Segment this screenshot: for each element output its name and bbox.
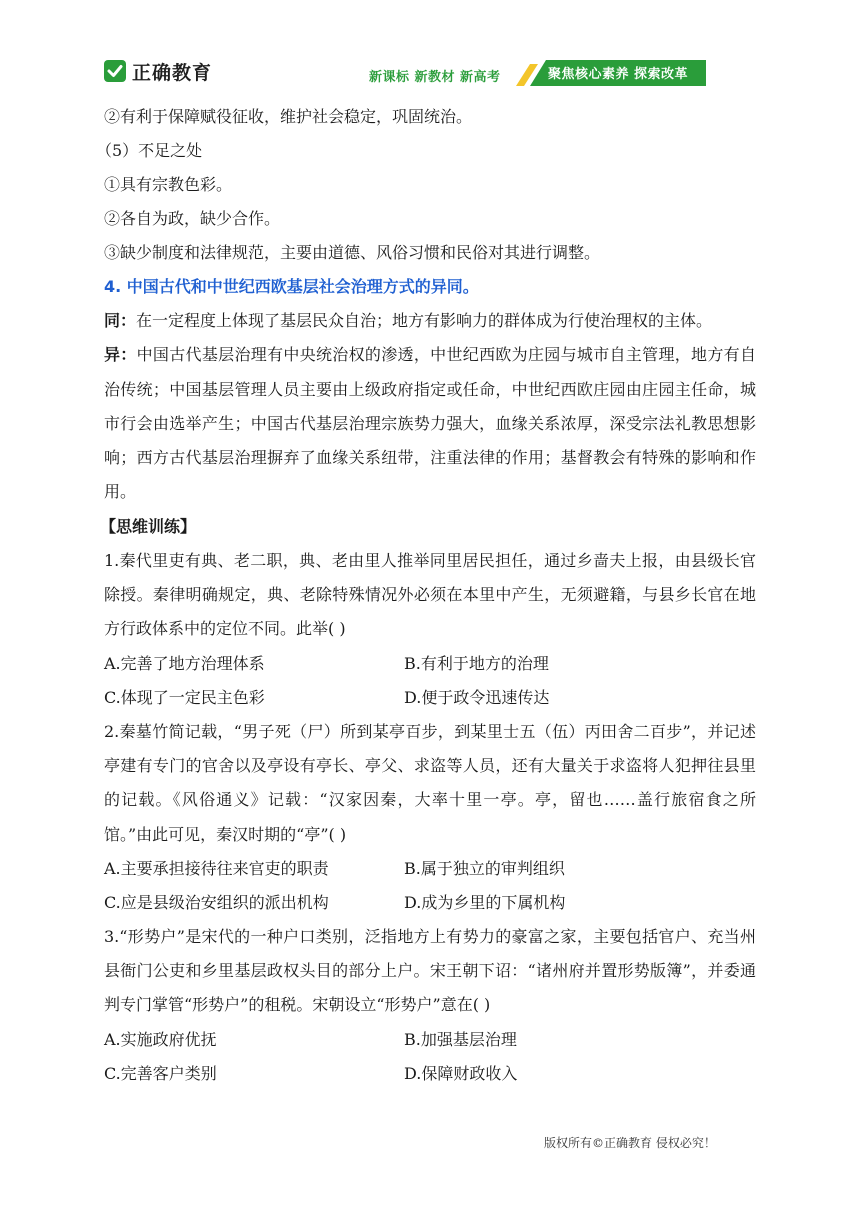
- section-subheading: （5）不足之处: [96, 141, 203, 160]
- options-row: [104, 852, 756, 886]
- slogan-left: 新课标 新教材 新高考: [369, 70, 501, 85]
- option-c: C.完善客户类别: [104, 1063, 217, 1083]
- question-1: [104, 544, 756, 715]
- difference-paragraph: [104, 338, 756, 509]
- question-2: [104, 715, 756, 920]
- copyright-footer: 版权所有©正确教育 侵权必究！: [544, 1136, 716, 1150]
- option-a: A.实施政府优抚: [104, 1029, 217, 1049]
- checkmark-icon: [104, 60, 126, 82]
- paragraph: ②各自为政，缺少合作。: [104, 209, 281, 228]
- question-stem: 3.“形势户”是宋代的一种户口类别，泛指地方上有势力的豪富之家，主要包括官户、充当州县衙门公吏和乡里基层政权头目的部分上户。宋王朝下诏：“诸州府并置形势版簿”，并委通判专门掌管“形势户”的租税。宋朝设立“形势户”意在( ): [104, 926, 756, 1015]
- training-title: 【思维训练】: [100, 516, 197, 536]
- option-d: D.保障财政收入: [404, 1063, 518, 1083]
- option-d: D.成为乡里的下属机构: [404, 892, 566, 912]
- similarity-text: 在一定程度上体现了基层民众自治；地方有影响力的群体成为行使治理权的主体。: [136, 311, 713, 330]
- options-row: [104, 886, 756, 920]
- option-a: A.完善了地方治理体系: [104, 653, 265, 673]
- option-c: C.体现了一定民主色彩: [104, 687, 265, 707]
- similarity-paragraph: [104, 304, 756, 338]
- option-c: C.应是县级治安组织的派出机构: [104, 892, 329, 912]
- slogan-right: 聚焦核心素养 探索改革: [548, 67, 689, 82]
- option-d: D.便于政令迅速传达: [404, 687, 550, 707]
- options-row: [104, 647, 756, 681]
- similarity-label: 同：: [104, 311, 137, 330]
- paragraph: ①具有宗教色彩。: [104, 175, 233, 194]
- logo-text: 正确教育: [132, 61, 213, 84]
- option-b: B.有利于地方的治理: [404, 653, 549, 673]
- page-header: [0, 0, 860, 95]
- question-3: [104, 920, 756, 1091]
- option-b: B.属于独立的审判组织: [404, 858, 565, 878]
- question-stem: 2.秦墓竹简记载，“男子死（尸）所到某亭百步，到某里士五（伍）丙田舍二百步”，并记述亭建有专门的官舍以及亭设有亭长、亭父、求盗等人员，还有大量关于求盗将人犯押往县里的记载。《风俗通义》记载：“汉家因秦，大率十里一亭。亭，留也……盖行旅宿食之所馆。”由此可见，秦汉时期的“亭”( ): [104, 721, 756, 844]
- option-b: B.加强基层治理: [404, 1029, 517, 1049]
- options-row: [104, 681, 756, 715]
- paragraph: ②有利于保障赋役征收，维护社会稳定，巩固统治。: [104, 107, 473, 126]
- difference-text: 中国古代基层治理有中央统治权的渗透，中世纪西欧为庄园与城市自主管理，地方有自治传统；中国基层管理人员主要由上级政府指定或任命，中世纪西欧庄园由庄园主任命，城市行会由选举产生；中国古代基层治理宗族势力强大，血缘关系浓厚，深受宗法礼教思想影响；西方古代基层治理摒弃了血缘关系纽带，注重法律的作用；基督教会有特殊的影响和作用。: [104, 345, 756, 502]
- document-body: [96, 100, 756, 1091]
- question-stem: 1.秦代里吏有典、老二职，典、老由里人推举同里居民担任，通过乡啬夫上报，由县级长官除授。秦律明确规定，典、老除特殊情况外必须在本里中产生，无须避籍，与县乡长官在地方行政体系中的定位不同。此举( ): [104, 550, 756, 639]
- options-row: [104, 1057, 756, 1091]
- options-row: [104, 1023, 756, 1057]
- difference-label: 异：: [104, 345, 137, 365]
- paragraph: ③缺少制度和法律规范，主要由道德、风俗习惯和民俗对其进行调整。: [104, 243, 601, 262]
- brand-logo: [104, 58, 212, 84]
- option-a: A.主要承担接待往来官吏的职责: [104, 858, 329, 878]
- section-heading: 4. 中国古代和中世纪西欧基层社会治理方式的异同。: [104, 277, 479, 296]
